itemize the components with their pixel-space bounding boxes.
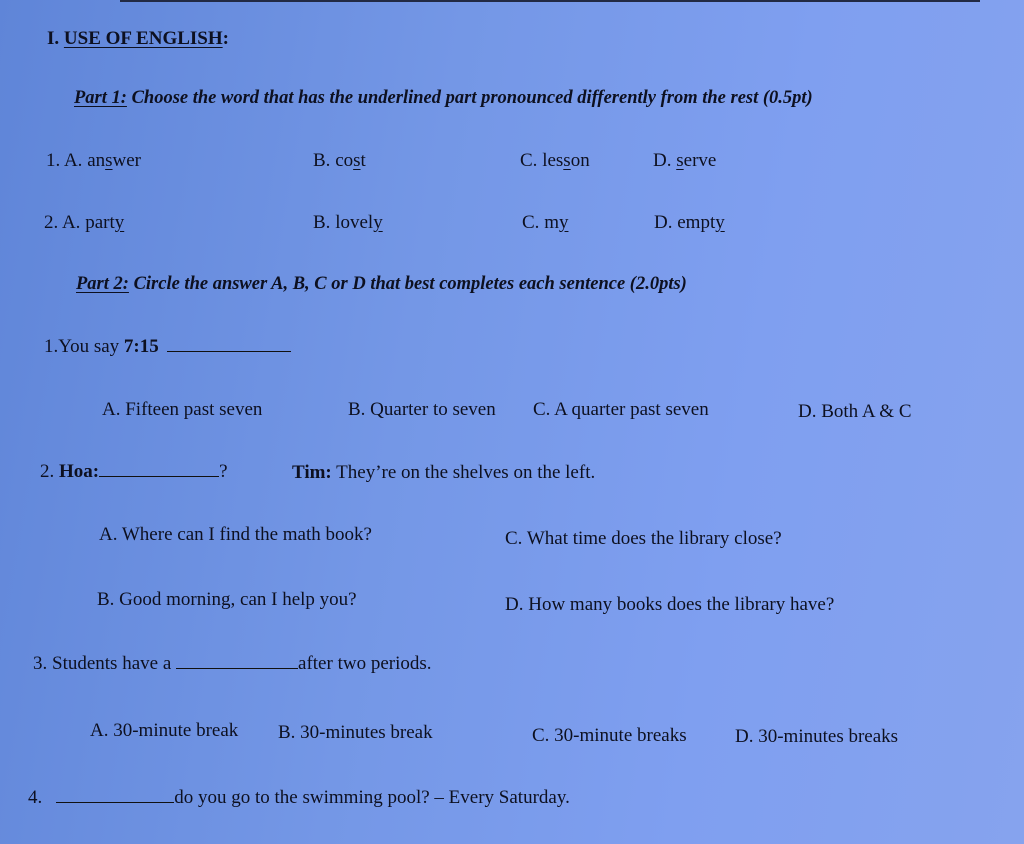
p2-q3-option-b: B. 30-minutes break bbox=[278, 722, 433, 743]
p2-q2-option-c: C. What time does the library close? bbox=[505, 528, 782, 549]
p2-q3-option-d: D. 30-minutes breaks bbox=[735, 726, 899, 747]
p1-q2-option-a: 2. A. party bbox=[44, 212, 125, 233]
top-rule bbox=[120, 0, 980, 2]
section-heading bbox=[47, 28, 229, 50]
p2-q2-option-a: A. Where can I find the math book? bbox=[99, 524, 372, 545]
answer-blank bbox=[99, 475, 219, 477]
speaker-tim: Tim: bbox=[292, 462, 332, 483]
p2-q2-reply: Tim: They’re on the shelves on the left. bbox=[292, 462, 596, 483]
p2-q4-stem: 4. do you go to the swimming pool? – Every Saturday. bbox=[28, 787, 570, 808]
answer-blank bbox=[56, 801, 174, 803]
part2-heading bbox=[76, 274, 687, 295]
p2-q1-option-d: D. Both A & C bbox=[798, 401, 912, 422]
section-number: I. bbox=[47, 28, 64, 49]
p2-q2-stem: 2. Hoa: ? bbox=[40, 461, 228, 482]
part1-instruction: Choose the word that has the underlined part pronounced differently from the rest (0.5pt) bbox=[126, 88, 813, 108]
p1-q2-option-c: C. my bbox=[522, 212, 569, 233]
p2-q1-option-c: C. A quarter past seven bbox=[533, 399, 709, 420]
section-title: USE OF ENGLISH bbox=[63, 28, 223, 49]
part1-label: Part 1: bbox=[74, 88, 127, 108]
part2-instruction: Circle the answer A, B, C or D that best completes each sentence (2.0pts) bbox=[128, 274, 687, 294]
p2-q2-option-d: D. How many books does the library have? bbox=[505, 594, 835, 615]
p1-q1-option-b: B. cost bbox=[313, 150, 366, 171]
p2-q3-option-a: A. 30-minute break bbox=[90, 720, 239, 741]
time-value: 7:15 bbox=[123, 336, 159, 357]
p2-q1-stem: 1.You say 7:15 bbox=[44, 336, 291, 358]
p2-q2-option-b: B. Good morning, can I help you? bbox=[97, 589, 357, 610]
p1-q1-option-a: 1. A. answer bbox=[46, 150, 142, 171]
p2-q3-stem: 3. Students have a after two periods. bbox=[33, 653, 432, 674]
p1-q2-option-d: D. empty bbox=[654, 212, 725, 233]
answer-blank bbox=[167, 350, 291, 352]
p2-q3-option-c: C. 30-minute breaks bbox=[532, 725, 687, 746]
p1-q1-option-d: D. serve bbox=[653, 150, 717, 171]
p1-q1-option-c: C. lesson bbox=[520, 150, 590, 171]
answer-blank bbox=[176, 667, 298, 669]
p2-q1-option-a: A. Fifteen past seven bbox=[102, 399, 263, 420]
section-colon: : bbox=[222, 28, 229, 49]
speaker-hoa: Hoa: bbox=[59, 461, 100, 482]
part1-heading bbox=[74, 88, 813, 109]
p2-q1-option-b: B. Quarter to seven bbox=[348, 399, 496, 420]
part2-label: Part 2: bbox=[76, 274, 129, 294]
p1-q2-option-b: B. lovely bbox=[313, 212, 383, 233]
